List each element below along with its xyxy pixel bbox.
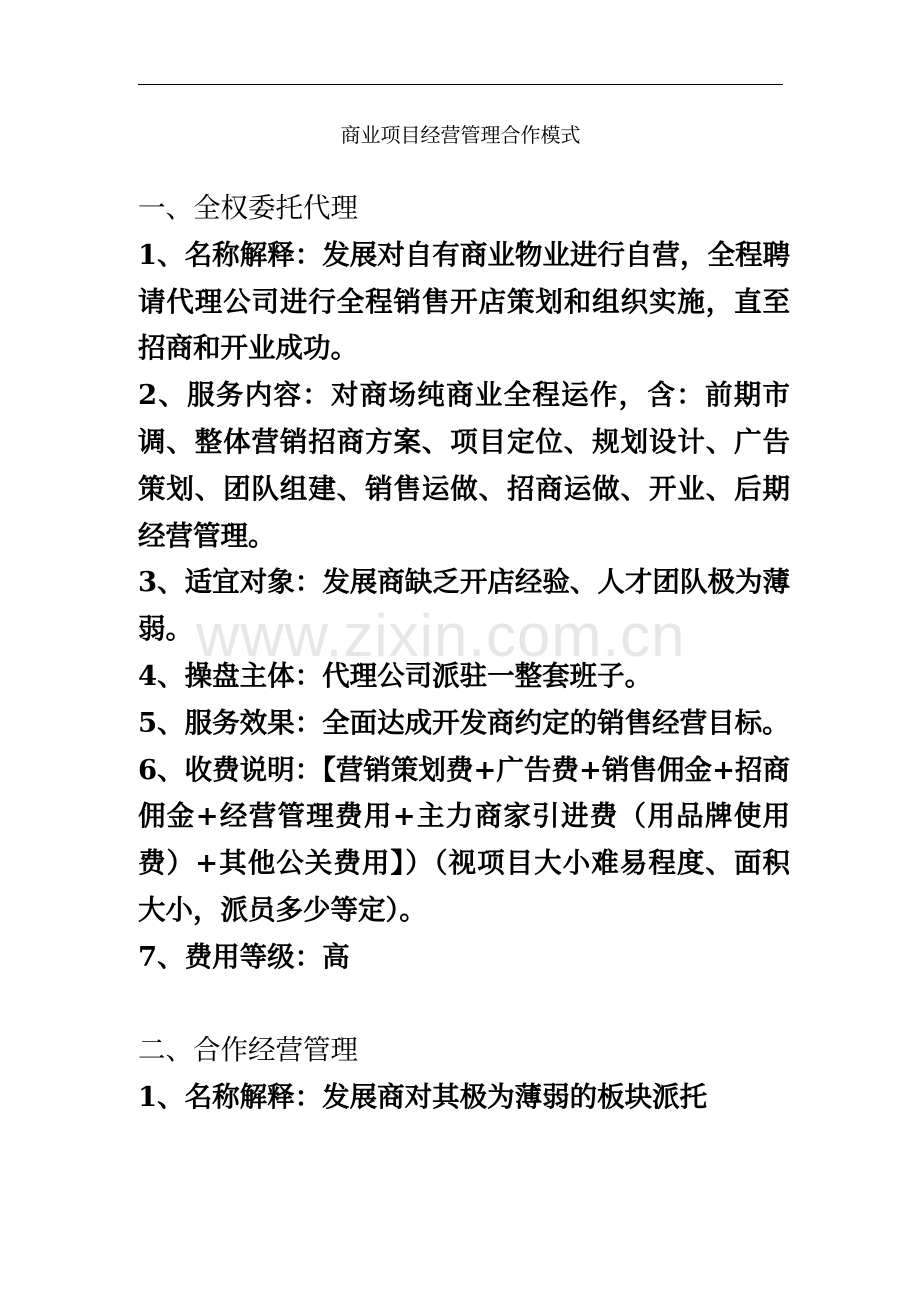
section-1-item-2: 2、服务内容：对商场纯商业全程运作，含：前期市调、整体营销招商方案、项目定位、规划设计、广告策划、团队组建、销售运做、招商运做、开业、后期经营管理。 xyxy=(138,379,790,552)
section-1-item-7: 7、费用等级：高 xyxy=(138,940,350,973)
section-1-item-5: 5、服务效果：全面达成开发商约定的销售经营目标。 xyxy=(138,706,790,739)
watermark: www.zixin.com.cn xyxy=(196,602,686,669)
section-1-item-3: 3、适宜对象：发展商缺乏开店经验、人才团队极为薄弱。 xyxy=(138,566,790,646)
section-1-item-6: 6、收费说明：【营销策划费+广告费+销售佣金+招商佣金+经营管理费用+主力商家引进费（用品牌使用费）+其他公关费用】）（视项目大小难易程度、面积大小，派员多少等定）。 xyxy=(138,753,791,926)
section-spacer xyxy=(138,981,790,1028)
section-1-item-4: 4、操盘主体：代理公司派驻一整套班子。 xyxy=(138,659,653,692)
document-body xyxy=(138,185,790,1121)
section-heading-1: 一、全权委托代理 xyxy=(138,192,358,224)
document-title: 商业项目经营管理合作模式 xyxy=(340,123,581,147)
section-1-item-1: 1、名称解释：发展对自有商业物业进行自营，全程聘请代理公司进行全程销售开店策划和组织实施，直至招商和开业成功。 xyxy=(138,238,790,365)
section-heading-2: 二、合作经营管理 xyxy=(138,1034,358,1067)
section-2-item-1: 1、名称解释：发展商对其极为薄弱的板块派托 xyxy=(138,1081,708,1114)
header-rule xyxy=(138,84,783,85)
